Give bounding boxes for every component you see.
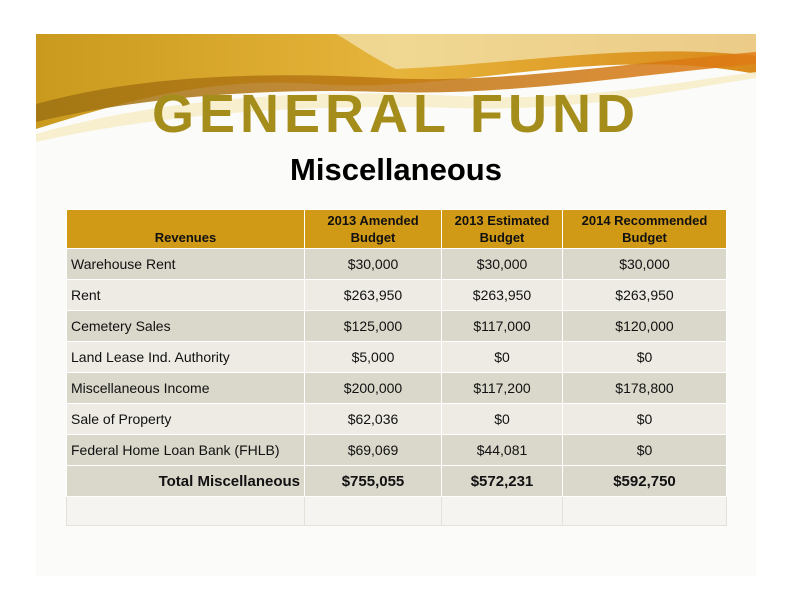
- empty-cell: [305, 497, 442, 526]
- table-row: [67, 311, 727, 342]
- table-row: [67, 342, 727, 373]
- cell-value: $263,950: [305, 280, 442, 311]
- table-row: [67, 249, 727, 280]
- cell-value: $0: [442, 342, 563, 373]
- cell-value: $263,950: [442, 280, 563, 311]
- cell-value: $30,000: [442, 249, 563, 280]
- cell-value: $125,000: [305, 311, 442, 342]
- cell-value: $0: [442, 404, 563, 435]
- table-header-row: [67, 210, 727, 249]
- row-label: Rent: [67, 280, 305, 311]
- page-subtitle: Miscellaneous: [290, 152, 502, 187]
- table-row: [67, 435, 727, 466]
- page-title: GENERAL FUND: [151, 84, 641, 144]
- cell-value: $44,081: [442, 435, 563, 466]
- total-row: [67, 466, 727, 497]
- cell-value: $0: [563, 404, 727, 435]
- cell-value: $30,000: [563, 249, 727, 280]
- row-label: Cemetery Sales: [67, 311, 305, 342]
- cell-value: $120,000: [563, 311, 727, 342]
- empty-cell: [563, 497, 727, 526]
- row-label: Land Lease Ind. Authority: [67, 342, 305, 373]
- cell-value: $0: [563, 435, 727, 466]
- total-label: Total Miscellaneous: [67, 466, 305, 497]
- row-label: Sale of Property: [67, 404, 305, 435]
- cell-value: $69,069: [305, 435, 442, 466]
- empty-cell: [67, 497, 305, 526]
- table-row: [67, 280, 727, 311]
- column-header-2014-recommended: 2014 Recommended Budget: [563, 210, 727, 249]
- total-value: $572,231: [442, 466, 563, 497]
- table-row: [67, 373, 727, 404]
- total-value: $592,750: [563, 466, 727, 497]
- row-label: Federal Home Loan Bank (FHLB): [67, 435, 305, 466]
- table-row: [67, 404, 727, 435]
- cell-value: $30,000: [305, 249, 442, 280]
- cell-value: $200,000: [305, 373, 442, 404]
- cell-value: $117,200: [442, 373, 563, 404]
- cell-value: $0: [563, 342, 727, 373]
- cell-value: $178,800: [563, 373, 727, 404]
- column-header-revenues: Revenues: [67, 210, 305, 249]
- empty-cell: [442, 497, 563, 526]
- row-label: Warehouse Rent: [67, 249, 305, 280]
- column-header-2013-estimated: 2013 Estimated Budget: [442, 210, 563, 249]
- cell-value: $263,950: [563, 280, 727, 311]
- total-value: $755,055: [305, 466, 442, 497]
- column-header-2013-amended: 2013 Amended Budget: [305, 210, 442, 249]
- cell-value: $5,000: [305, 342, 442, 373]
- row-label: Miscellaneous Income: [67, 373, 305, 404]
- slide: [36, 34, 756, 576]
- cell-value: $62,036: [305, 404, 442, 435]
- cell-value: $117,000: [442, 311, 563, 342]
- revenue-table: [66, 209, 727, 526]
- empty-row: [67, 497, 727, 526]
